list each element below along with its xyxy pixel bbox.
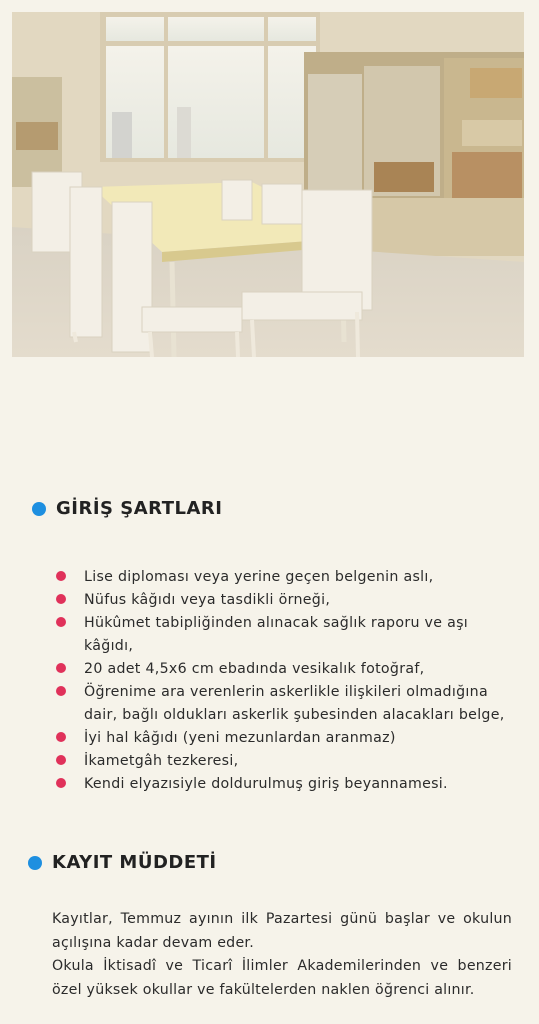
library-photo [12,12,524,357]
list-item-text: Öğrenime ara verenlerin askerlikle ilişkileri olmadığına dair, bağlı oldukları askerlik şubesinden alacakları belge, [84,684,505,723]
list-item [56,750,511,773]
list-item [56,589,511,612]
bullet-dot-icon [56,732,66,742]
list-item-text: Kendi elyazısiyle doldurulmuş giriş beyannamesi. [84,776,448,792]
list-item-text: 20 adet 4,5x6 cm ebadında vesikalık fotoğraf, [84,661,425,677]
list-item [56,658,511,681]
bullet-dot-icon [56,686,66,696]
list-item [56,612,511,658]
bullet-dot-icon [56,617,66,627]
list-item-text: Hükûmet tabipliğinden alınacak sağlık raporu ve aşı kâğıdı, [84,615,469,654]
list-item [56,681,511,727]
bullet-dot-icon [56,755,66,765]
bullet-dot-icon [28,856,42,870]
list-item-text: İkametgâh tezkeresi, [84,753,239,769]
list-item [56,727,511,750]
requirements-list [56,566,511,796]
list-item [56,773,511,796]
section-title-entry-requirements [32,498,222,519]
entry-requirements-heading: GİRİŞ ŞARTLARI [56,498,223,519]
bullet-dot-icon [56,663,66,673]
bullet-dot-icon [56,778,66,788]
registration-paragraph: Kayıtlar, Temmuz ayının ilk Pazartesi günü başlar ve okulun açılışına kadar devam eder. [52,911,512,951]
bullet-dot-icon [56,594,66,604]
section-title-registration-period [28,852,217,873]
bullet-dot-icon [56,571,66,581]
registration-period-heading: KAYIT MÜDDETİ [52,852,217,873]
list-item [56,566,511,589]
list-item-text: Nüfus kâğıdı veya tasdikli örneği, [84,592,331,608]
transfer-paragraph: Okula İktisadî ve Ticarî İlimler Akademilerinden ve benzeri özel yüksek okullar ve fakültelerden naklen öğrenci alınır. [52,958,512,998]
list-item-text: Lise diploması veya yerine geçen belgenin aslı, [84,569,434,585]
bullet-dot-icon [32,502,46,516]
list-item-text: İyi hal kâğıdı (yeni mezunlardan aranmaz) [84,730,396,746]
